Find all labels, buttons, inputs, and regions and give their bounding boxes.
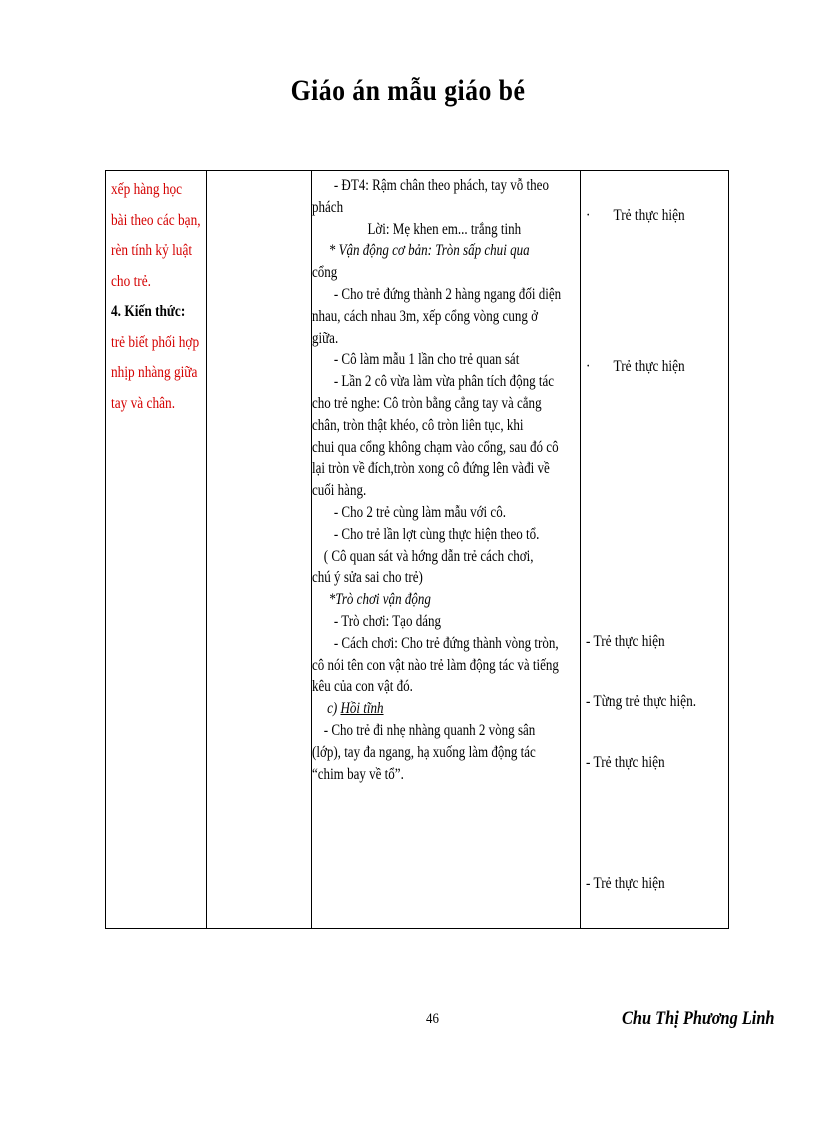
child-note: · Trẻ thực hiện — [586, 358, 685, 375]
activity-line: cho trẻ nghe: Cô tròn bằng cẳng tay và cẳng — [312, 394, 542, 412]
activity-line: ( Cô quan sát và hớng dẫn trẻ cách chơi, — [323, 547, 534, 565]
activity-line: chú ý sửa sai cho trẻ) — [312, 569, 423, 587]
objective-line: rèn tính kỷ luật — [111, 242, 193, 259]
activities-cell — [312, 175, 580, 785]
activity-heading — [312, 698, 537, 720]
section-marker: c) — [327, 700, 338, 718]
objective-line: trẻ biết phối hợp — [111, 333, 200, 351]
objective-line: bài theo các bạn, — [111, 211, 201, 229]
activity-line: cô nói tên con vật nào trẻ làm động tác và tiếng — [312, 656, 559, 674]
activity-line: - Trò chơi: Tạo dáng — [333, 612, 442, 630]
activity-heading: *Trò chơi vận động — [328, 591, 431, 609]
objective-line: cho trẻ. — [111, 272, 151, 290]
section-title: Hồi tĩnh — [340, 700, 384, 718]
child-note: - Trẻ thực hiện — [586, 633, 665, 650]
activity-line: cổng — [312, 264, 338, 282]
activity-line: (lớp), tay đa ngang, hạ xuống làm động tác — [312, 743, 536, 761]
activity-line: chân, tròn thật khéo, cô tròn liên tục, khi — [312, 416, 524, 434]
column-divider — [580, 171, 581, 928]
activity-line: - Lần 2 cô vừa làm vừa phân tích động tác — [333, 373, 555, 391]
activity-line: cuối hàng. — [312, 482, 367, 500]
author-name: Chu Thị Phương Linh — [622, 1008, 775, 1029]
activity-line: lại tròn về đích,tròn xong cô đứng lên vàđi về — [312, 460, 550, 478]
activity-heading: * Vận động cơ bản: Tròn sấp chui qua — [328, 242, 530, 260]
activity-line: - Cho trẻ lần lợt cùng thực hiện theo tổ. — [333, 525, 540, 543]
page-title: Giáo án mẫu giáo bé — [290, 74, 526, 107]
activity-line: Lời: Mẹ khen em... trắng tinh — [367, 220, 522, 238]
activity-line: phách — [312, 198, 344, 216]
activity-line: - Cô làm mẫu 1 lần cho trẻ quan sát — [333, 351, 520, 369]
activity-line: “chim bay về tổ”. — [312, 765, 404, 783]
objective-line: tay và chân. — [111, 394, 176, 412]
child-note: · Trẻ thực hiện — [586, 207, 685, 224]
activity-line: kêu của con vật đó. — [312, 678, 413, 696]
activity-line: - Cách chơi: Cho trẻ đứng thành vòng tròn, — [333, 634, 559, 652]
objectives-cell — [111, 175, 209, 419]
activity-line: - Cho 2 trẻ cùng làm mẫu với cô. — [333, 503, 506, 521]
child-note: - Trẻ thực hiện — [586, 754, 665, 771]
lesson-table — [105, 170, 729, 929]
activity-line: giữa. — [312, 329, 339, 347]
page-number: 46 — [426, 1011, 439, 1027]
child-activity-cell — [582, 171, 728, 928]
activity-line: - ĐT4: Rậm chân theo phách, tay vỗ theo — [333, 177, 549, 194]
activity-line: chui qua cổng không chạm vào cổng, sau đó cô — [312, 438, 559, 456]
objective-line: nhịp nhàng giữa — [111, 364, 198, 381]
child-note: - Trẻ thực hiện — [586, 875, 665, 892]
activity-line: nhau, cách nhau 3m, xếp cổng vòng cung ở — [312, 307, 538, 325]
activity-line: - Cho trẻ đứng thành 2 hàng ngang đối diện — [333, 285, 562, 303]
objective-line: xếp hàng học — [111, 181, 183, 198]
activity-line: - Cho trẻ đi nhẹ nhàng quanh 2 vòng sân — [323, 721, 536, 739]
child-note: - Từng trẻ thực hiện. — [586, 693, 697, 710]
objective-heading: 4. Kiến thức: — [111, 303, 186, 320]
